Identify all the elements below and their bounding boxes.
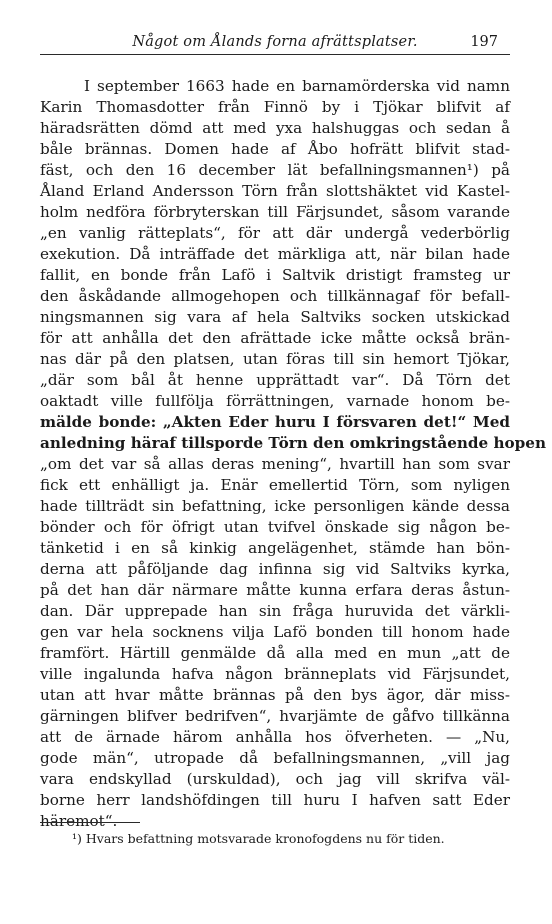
text-line: tänketid i en så kinkig angelägenhet, stämde han bön- [40,539,510,557]
page-header [40,34,510,54]
footnote [72,831,445,846]
text-line: båle brännas. Domen hade af Åbo hofrätt blifvit stad- [40,140,510,158]
text-line: „en vanlig rätteplats“, för att där undergå vederbörlig [40,224,510,242]
text-line: på det han där närmare måtte kunna erfara deras åstun- [40,581,510,599]
text-line: dan. Där upprepade han sin fråga huruvida det värkli- [40,602,510,620]
footnote-text: Hvars befattning motsvarade kronofogdens nu för tiden. [85,831,445,846]
text-line: gen var hela socknens vilja Lafö bonden till honom hade [40,623,510,641]
text-line: framfört. Härtill genmälde då alla med en mun „att de [40,644,510,662]
text-line: för att anhålla det den afrättade icke måtte också brän- [40,329,510,347]
text-line: I september 1663 hade en barnamörderska vid namn [84,77,510,95]
running-title: Något om Ålands forna afrättsplatser. [132,34,418,50]
text-line: oaktadt ville fullfölja förrättningen, varnade honom be- [40,392,510,410]
text-line: häradsrätten dömd att med yxa halshuggas och sedan å [40,119,510,137]
text-line: vara endskyllad (urskuldad), och jag vill skrifva väl- [40,770,510,788]
text-line: holm nedföra förbryterskan till Färjsundet, såsom varande [40,203,510,221]
page-number: 197 [470,34,498,50]
text-line: Åland Erland Andersson Törn från slottshäktet vid Kastel- [40,182,510,200]
text-line: mälde bonde: „Akten Eder huru I försvaren det!“ Med [40,413,510,431]
text-line: gärningen blifver bedrifven“, hvarjämte de gåfvo tillkänna [40,707,510,725]
text-line: fallit, en bonde från Lafö i Saltvik dristigt framsteg ur [40,266,510,284]
header-rule [40,54,510,55]
footnote-marker: ¹) [72,831,82,846]
text-line: nas där på den platsen, utan föras till sin hemort Tjökar, [40,350,510,368]
text-line: Karin Thomasdotter från Finnö by i Tjökar blifvit af [40,98,510,116]
text-line: häremot“. [40,812,118,830]
footnote-rule [40,822,140,823]
text-line: att de ärnade härom anhålla hos öfverheten. — „Nu, [40,728,510,746]
text-line: hade tillträdt sin befattning, icke personligen kände dessa [40,497,510,515]
text-line: anledning häraf tillsporde Törn den omkringstående hopen [40,434,546,452]
text-line: ningsmannen sig vara af hela Saltviks socken utskickad [40,308,510,326]
text-line: den åskådande allmogehopen och tillkännagaf för befall- [40,287,510,305]
text-line: bönder och för öfrigt utan tvifvel önskade sig någon be- [40,518,510,536]
text-line: derna att påföljande dag infinna sig vid Saltviks kyrka, [40,560,510,578]
text-line: ville ingalunda hafva någon bränneplats vid Färjsundet, [40,665,510,683]
text-line: utan att hvar måtte brännas på den bys ägor, där miss- [40,686,510,704]
text-line: „om det var så allas deras mening“, hvartill han som svar [40,455,510,473]
text-line: borne herr landshöfdingen till huru I hafven satt Eder [40,791,510,809]
text-line: fick ett enhälligt ja. Enär emellertid Törn, som nyligen [40,476,510,494]
body-text [40,76,546,832]
text-line: exekution. Då inträffade det märkliga att, när bilan hade [40,245,510,263]
text-line: fäst, och den 16 december lät befallningsmannen¹) på [40,161,510,179]
text-line: gode män“, utropade då befallningsmannen, „vill jag [40,749,510,767]
text-line: „där som bål åt henne upprättadt var“. Då Törn det [40,371,510,389]
